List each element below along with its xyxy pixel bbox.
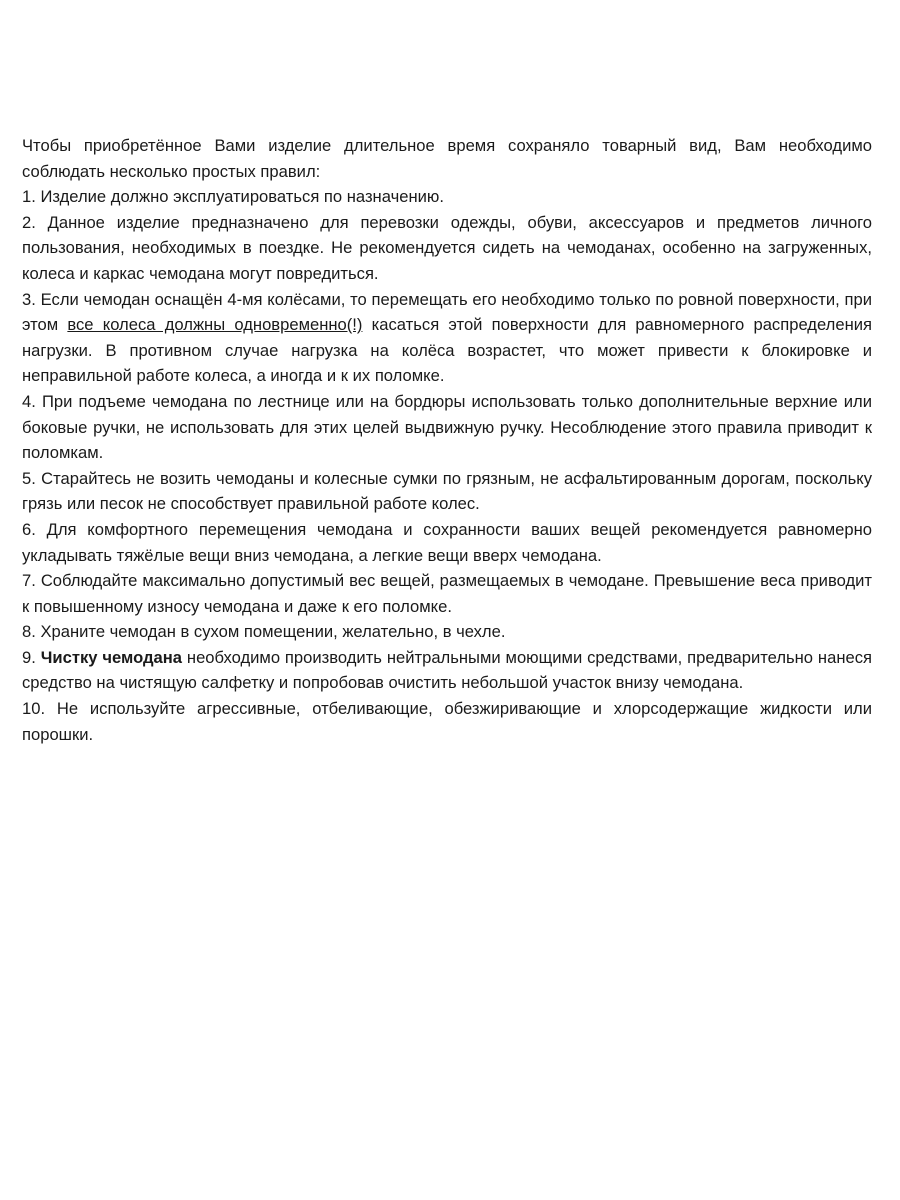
rule-4: 4. При подъеме чемодана по лестнице или на бордюры использовать только дополнительные верхние или боковые ручки, не использовать для этих целей выдвижную ручку. Несоблюдение этого правила приводит к поломкам. xyxy=(22,391,872,463)
rule-9-bold-text: Чистку чемодана xyxy=(40,647,183,667)
rule-9-number: 9. xyxy=(22,647,41,667)
rule-3-text-start: 3. Если чемодан оснащён 4-мя колёсами, то перемещать его необходимо только по ровной поверхности, при этом xyxy=(22,289,872,335)
rule-9-text-end: необходимо производить нейтральными моющими средствами, предварительно нанеся средство на чистящую салфетку и попробовав очистить небольшой участок внизу чемодана. xyxy=(22,647,872,693)
rule-6: 6. Для комфортного перемещения чемодана и сохранности ваших вещей рекомендуется равномерно укладывать тяжёлые вещи вниз чемодана, а легкие вещи вверх чемодана. xyxy=(22,519,872,565)
rule-8: 8. Храните чемодан в сухом помещении, желательно, в чехле. xyxy=(22,622,506,642)
intro-paragraph: Чтобы приобретённое Вами изделие длительное время сохраняло товарный вид, Вам необходимо соблюдать несколько простых правил: xyxy=(22,136,872,181)
rule-3 xyxy=(22,287,872,389)
rule-3-underlined-text: все колеса должны одновременно(!) xyxy=(67,315,363,335)
rule-7: 7. Соблюдайте максимально допустимый вес вещей, размещаемых в чемодане. Превышение веса приводит к повышенному износу чемодана и даже к его поломке. xyxy=(22,571,872,616)
rule-3-text-end: касаться этой поверхности для равномерного распределения нагрузки. В противном случае нагрузка на колёса возрастет, что может привести к блокировке и неправильной работе колеса, а иногда и к их поломке. xyxy=(22,315,873,386)
rule-5: 5. Старайтесь не возить чемоданы и колесные сумки по грязным, не асфальтированным дорогам, поскольку грязь или песок не способствует правильной работе колес. xyxy=(22,468,872,514)
care-instructions xyxy=(22,133,872,747)
rule-2: 2. Данное изделие предназначено для перевозки одежды, обуви, аксессуаров и предметов личного пользования, необходимых в поездке. Не рекомендуется сидеть на чемоданах, особенно на загруженных, колеса и каркас чемодана могут повредиться. xyxy=(22,212,872,283)
rule-1: 1. Изделие должно эксплуатироваться по назначению. xyxy=(22,187,444,207)
rule-9 xyxy=(22,645,872,696)
rule-10: 10. Не используйте агрессивные, отбеливающие, обезжиривающие и хлорсодержащие жидкости или порошки. xyxy=(22,699,872,744)
